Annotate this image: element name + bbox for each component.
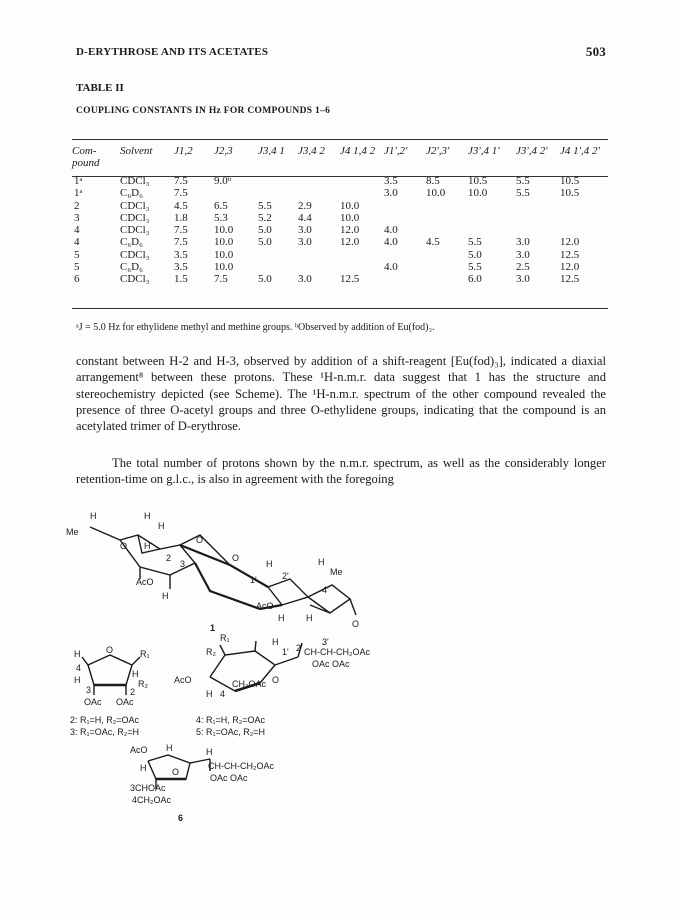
c23-label: R₂	[138, 679, 148, 689]
c45-label: 1'	[282, 647, 289, 657]
c1-label: H	[162, 591, 169, 601]
table-cell	[258, 175, 298, 187]
table-cell	[340, 249, 384, 261]
c45-label: O	[272, 675, 280, 685]
table-cell: 10.0	[468, 187, 488, 200]
table-cell: 2	[74, 199, 80, 212]
table-cell: 7.5	[174, 236, 188, 249]
table-cell	[384, 273, 426, 285]
compound-5-caption: 5: R₁=OAc, R₂=H	[196, 727, 266, 737]
reaction-scheme	[60, 505, 620, 825]
compound-1-labels	[66, 511, 359, 633]
table-cell: 10.0	[214, 248, 234, 261]
table-cell: 9.0ᵇ	[214, 175, 232, 187]
c45-label: R₁	[220, 633, 230, 643]
c1-label: AcO	[256, 601, 274, 611]
table-cell: 3.5	[384, 175, 398, 187]
table-cell	[516, 224, 560, 236]
table-cell	[384, 212, 426, 224]
table-cell: 12.0	[340, 236, 360, 249]
table-row	[72, 236, 608, 248]
table-cell: 3.0	[384, 187, 398, 200]
body-paragraph-2-text: The total number of protons shown by the n.m.r. spectrum, as well as the considerably longer retention-time on g.l.c., is also in agreement with the foregoing	[76, 456, 606, 487]
table-cell	[340, 261, 384, 273]
table-cell: 4.0	[384, 261, 398, 274]
table-cell	[426, 200, 468, 212]
table-bottom-rule	[72, 308, 608, 309]
table-cell: 5.0	[258, 273, 272, 286]
table-cell: 10.5	[560, 187, 580, 200]
table-cell: 7.5	[174, 187, 188, 200]
table-row	[72, 249, 608, 261]
table-cell: 10.0	[214, 261, 234, 274]
table-cell: 10.0	[340, 211, 360, 224]
table-row	[72, 212, 608, 224]
coupling-constants-table	[72, 145, 608, 286]
table-cell	[426, 212, 468, 224]
table-cell	[560, 200, 608, 212]
table-header-row	[72, 145, 608, 175]
table-cell: 4	[74, 236, 80, 249]
table-cell: 12.0	[340, 224, 360, 237]
c23-label: 4	[76, 663, 82, 673]
table-footnote: ᵃJ = 5.0 Hz for ethylidene methyl and methine groups. ᵇObserved by addition of Eu(fod)₃.	[76, 322, 435, 333]
c1-label: H	[266, 559, 273, 569]
c6-label: 4CH₂OAc	[132, 795, 172, 805]
table-cell	[560, 212, 608, 224]
table-cell: 10.0	[214, 224, 234, 237]
table-cell: 6	[74, 273, 80, 286]
c1-label: Me	[66, 527, 79, 537]
table-cell: 5.5	[516, 187, 530, 200]
table-row	[72, 175, 608, 187]
table-cell: 5	[74, 261, 80, 274]
c1-label: O	[120, 541, 128, 551]
table-cell: 12.0	[560, 236, 580, 249]
table-column-header: J3,4 2	[298, 145, 325, 157]
table-column-header: J1',2'	[384, 145, 408, 157]
compound-3-caption: 3: R₁=OAc, R₂=H	[70, 727, 140, 737]
table-cell	[468, 200, 516, 212]
c6-label: H	[140, 763, 147, 773]
c23-label: O	[106, 645, 114, 655]
c6-label: AcO	[130, 745, 148, 755]
table-cell: 5.5	[468, 261, 482, 274]
c45-label: H	[206, 689, 213, 699]
table-cell	[426, 249, 468, 261]
table-cell: 3.0	[298, 236, 312, 249]
compound-2-caption: 2: R₁=H, R₂=OAc	[70, 715, 140, 725]
c1-label: H	[318, 557, 325, 567]
table-cell	[214, 187, 258, 199]
compound-4-caption: 4: R₁=H, R₂=OAc	[196, 715, 266, 725]
table-cell	[516, 212, 560, 224]
c1-label: Me	[330, 567, 343, 577]
table-cell: 5.5	[468, 236, 482, 249]
compound-1-structure	[90, 527, 356, 615]
table-column-header: Solvent	[120, 145, 153, 157]
c1-label: H	[144, 541, 151, 551]
table-cell: 4.5	[174, 199, 188, 212]
table-cell: 12.5	[340, 273, 360, 286]
table-cell	[340, 175, 384, 187]
c45-side-chain: CH-CH-CH₂OAc	[304, 647, 370, 657]
table-cell	[516, 200, 560, 212]
table-cell: C₆D₆	[120, 261, 143, 274]
body-paragraph-2	[76, 455, 606, 488]
table-top-rule	[72, 139, 608, 140]
c1-label: 4'	[322, 585, 329, 595]
c45-label: OAc OAc	[312, 659, 350, 669]
c6-label: OAc OAc	[210, 773, 248, 783]
c23-label: 3	[86, 685, 92, 695]
table-row	[72, 187, 608, 199]
compound-4-5-labels	[174, 633, 370, 737]
table-cell: CDCl₃	[120, 248, 150, 261]
c1-label: H	[90, 511, 97, 521]
c23-label: R₁	[140, 649, 150, 659]
table-cell: 10.0	[214, 236, 234, 249]
c45-label: AcO	[174, 675, 192, 685]
c6-side-chain: CH-CH-CH₂OAc	[208, 761, 274, 771]
c1-label: H	[144, 511, 151, 521]
table-cell: 3.0	[516, 236, 530, 249]
c6-label: H	[206, 747, 213, 757]
table-cell: 5.0	[258, 224, 272, 237]
table-cell: 6.0	[468, 273, 482, 286]
table-cell: 4.4	[298, 211, 312, 224]
table-column-header: Com- pound	[72, 145, 100, 169]
c45-label: H	[272, 637, 279, 647]
table-cell: 6.5	[214, 199, 228, 212]
compound-1-number: 1	[210, 623, 216, 633]
table-cell: 10.0	[426, 187, 446, 200]
table-cell: 3.0	[298, 273, 312, 286]
c1-label: AcO	[136, 577, 154, 587]
table-cell	[560, 224, 608, 236]
c23-label: OAc	[84, 697, 102, 707]
c23-label: 2	[130, 687, 136, 697]
table-cell: C₆D₆	[120, 187, 143, 200]
table-column-header: J1,2	[174, 145, 193, 157]
table-cell: 3.0	[298, 224, 312, 237]
table-column-header: J3,4 1	[258, 145, 285, 157]
table-cell: 3	[74, 211, 80, 224]
c1-label: O	[232, 553, 240, 563]
running-head	[76, 44, 606, 62]
table-column-header: J3',4 2'	[516, 145, 548, 157]
table-column-header: J4 1,4 2	[340, 145, 376, 157]
table-cell: 4.0	[384, 236, 398, 249]
table-cell: 1.8	[174, 211, 188, 224]
table-cell	[298, 249, 340, 261]
c23-label: H	[132, 669, 139, 679]
page-number: 503	[585, 44, 606, 59]
table-cell: 12.5	[560, 248, 580, 261]
c1-label: O	[352, 619, 360, 629]
c6-label: H	[166, 743, 173, 753]
c1-label: 2	[166, 553, 172, 563]
table-row	[72, 273, 608, 285]
c6-label: O	[172, 767, 180, 777]
table-cell	[468, 212, 516, 224]
c45-label: R₂	[206, 647, 216, 657]
c23-label: H	[74, 675, 81, 685]
c1-label: H	[278, 613, 285, 623]
table-cell: 1.5	[174, 273, 188, 286]
table-cell: 5.5	[258, 199, 272, 212]
table-column-header: J2,3	[214, 145, 233, 157]
table-cell: 12.5	[560, 273, 580, 286]
table-cell: 8.5	[426, 175, 440, 187]
table-cell	[258, 261, 298, 273]
table-cell: 5.5	[516, 175, 530, 187]
table-cell: CDCl₃	[120, 224, 150, 237]
table-cell: 3.5	[174, 261, 188, 274]
body-paragraph-1	[76, 353, 606, 434]
table-cell: 5.2	[258, 211, 272, 224]
table-cell: 4	[74, 224, 80, 237]
table-cell: 4.5	[426, 236, 440, 249]
table-cell: 7.5	[174, 175, 188, 187]
compound-6-number: 6	[178, 813, 184, 823]
table-cell: CDCl₃	[120, 199, 150, 212]
table-cell: 12.0	[560, 261, 580, 274]
table-cell	[258, 249, 298, 261]
c1-label: 1'	[250, 575, 257, 585]
table-row	[72, 224, 608, 236]
table-cell: 7.5	[174, 224, 188, 237]
table-cell: 3.0	[516, 273, 530, 286]
table-cell	[340, 187, 384, 199]
table-cell: CDCl₃	[120, 175, 150, 187]
table-cell	[426, 273, 468, 285]
table-cell: 5.0	[468, 248, 482, 261]
table-cell	[426, 224, 468, 236]
table-cell	[258, 187, 298, 199]
table-cell: 5.3	[214, 211, 228, 224]
table-row	[72, 200, 608, 212]
c23-label: H	[74, 649, 81, 659]
table-cell	[298, 261, 340, 273]
table-cell: 10.0	[340, 199, 360, 212]
table-cell	[298, 187, 340, 199]
table-cell: 5	[74, 248, 80, 261]
c1-label: H	[306, 613, 313, 623]
table-cell	[298, 175, 340, 187]
compound-6-labels	[130, 743, 274, 823]
table-cell	[384, 200, 426, 212]
table-cell: 3.0	[516, 248, 530, 261]
c6-label: 3CHOAc	[130, 783, 166, 793]
table-cell: 4.0	[384, 224, 398, 237]
table-cell: 2.5	[516, 261, 530, 274]
c1-label: 2'	[282, 571, 289, 581]
running-head-title: D-ERYTHROSE AND ITS ACETATES	[76, 46, 269, 58]
c23-label: OAc	[116, 697, 134, 707]
c1-label: O	[196, 535, 204, 545]
c45-label: 4	[220, 689, 226, 699]
c45-label: 2'	[296, 643, 303, 653]
table-caption: COUPLING CONSTANTS IN Hz FOR COMPOUNDS 1–6	[76, 106, 331, 116]
table-cell: 10.5	[560, 175, 580, 187]
table-cell: CDCl₃	[120, 273, 150, 286]
table-cell	[384, 249, 426, 261]
body-paragraph-1-text: constant between H-2 and H-3, observed by addition of a shift-reagent [Eu(fod)₃], indicated a diaxial arrangement⁸ between these protons. These ¹H-n.m.r. data suggest that 1 has the structure and stereochemistry depicted (see Scheme). The ¹H-n.m.r. spectrum of the other compound revealed the presence of three O-acetyl groups and three O-ethylidene groups, indicating that the compound is an acetylated trimer of D-erythrose.	[76, 354, 606, 434]
table-cell: 10.5	[468, 175, 488, 187]
table-column-header: J2',3'	[426, 145, 450, 157]
table-cell	[468, 224, 516, 236]
table-cell: C₆D₆	[120, 236, 143, 249]
table-body	[72, 175, 608, 286]
table-cell: 3.5	[174, 248, 188, 261]
table-cell: 2.9	[298, 199, 312, 212]
c45-label: CH₂OAc	[232, 679, 266, 689]
c1-label: H	[158, 521, 165, 531]
table-cell: CDCl₃	[120, 211, 150, 224]
table-column-header: J3',4 1'	[468, 145, 500, 157]
c1-label: 3	[180, 559, 186, 569]
table-cell	[426, 261, 468, 273]
table-cell: 1ᵃ	[74, 187, 83, 200]
table-cell: 5.0	[258, 236, 272, 249]
table-cell: 1ᵃ	[74, 175, 83, 187]
table-cell: 7.5	[214, 273, 228, 286]
table-row	[72, 261, 608, 273]
table-label: TABLE II	[76, 82, 124, 94]
c45-label: 3'	[322, 637, 329, 647]
table-column-header: J4 1',4 2'	[560, 145, 600, 157]
